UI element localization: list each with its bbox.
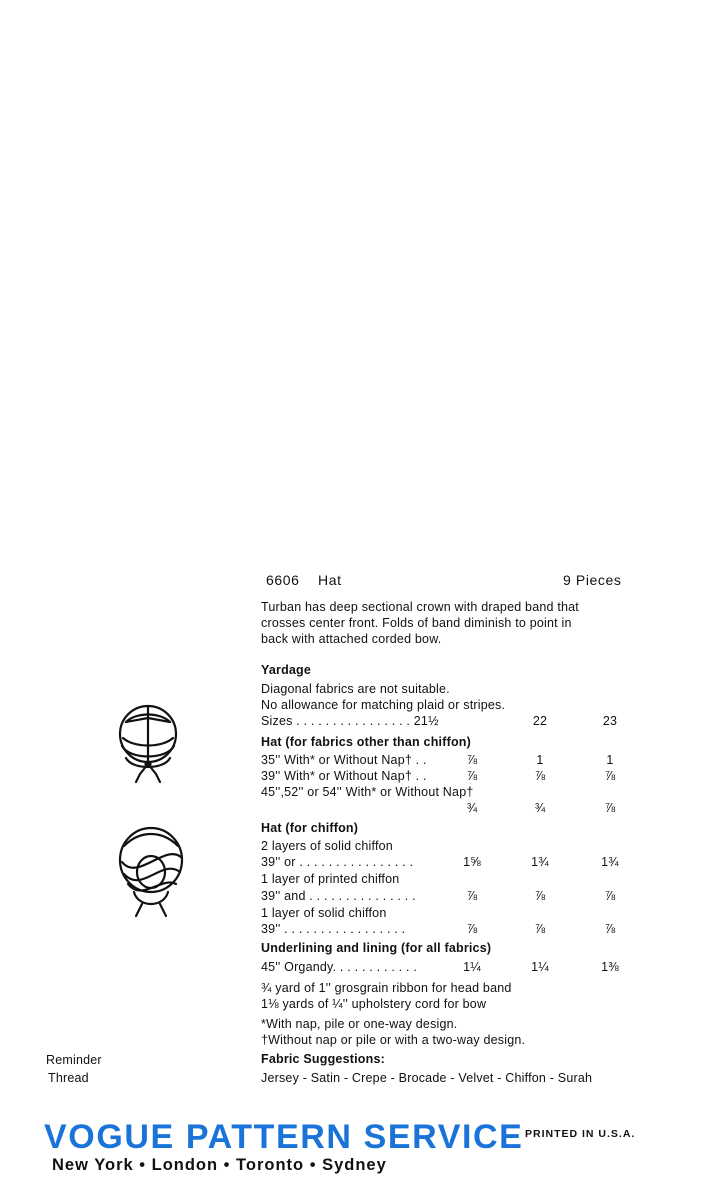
description-line: Turban has deep sectional crown with draped band that — [261, 600, 579, 614]
yardage-value: 1¼ — [531, 960, 549, 974]
yardage-value: ⅞ — [534, 769, 546, 783]
fabric-suggestions-heading: Fabric Suggestions: — [261, 1052, 385, 1066]
yardage-row-label: 45'',52'' or 54'' With* or Without Nap† — [261, 785, 474, 799]
yardage-heading: Yardage — [261, 663, 312, 677]
brand-cities: New York • London • Toronto • Sydney — [52, 1156, 387, 1174]
yardage-value: ⅞ — [534, 922, 546, 936]
reminder-item: Thread — [48, 1071, 89, 1085]
printed-in-usa: PRINTED IN U.S.A. — [525, 1128, 636, 1140]
yardage-value: 1¾ — [531, 855, 549, 869]
yardage-value: 1⅝ — [463, 855, 481, 869]
pieces-count: 9 Pieces — [563, 572, 622, 588]
yardage-value: ⅞ — [466, 753, 478, 767]
yardage-value: ⅞ — [604, 801, 616, 815]
yardage-row-label: 2 layers of solid chiffon — [261, 839, 393, 853]
notion-line: 1⅛ yards of ¼'' upholstery cord for bow — [261, 997, 487, 1011]
yardage-row-label: 39'' or . . . . . . . . . . . . . . . . — [261, 855, 414, 869]
yardage-value: 1¾ — [601, 855, 619, 869]
yardage-row-label: 39'' and . . . . . . . . . . . . . . . — [261, 889, 416, 903]
pattern-title: Hat — [318, 572, 342, 588]
section-heading: Hat (for chiffon) — [261, 821, 359, 835]
yardage-row-label: 1 layer of solid chiffon — [261, 906, 387, 920]
yardage-note: Diagonal fabrics are not suitable. — [261, 682, 450, 696]
fabric-suggestions-list: Jersey - Satin - Crepe - Brocade - Velvet - Chiffon - Surah — [261, 1071, 593, 1085]
yardage-row-label: 39'' . . . . . . . . . . . . . . . . . — [261, 922, 406, 936]
pattern-number: 6606 — [266, 572, 300, 588]
yardage-value: ⅞ — [604, 889, 616, 903]
description-line: back with attached corded bow. — [261, 632, 442, 646]
sizes-label: Sizes . . . . . . . . . . . . . . . . 21½ — [261, 714, 439, 728]
yardage-value: 1¼ — [463, 960, 481, 974]
description-line: crosses center front. Folds of band diminish to point in — [261, 616, 572, 630]
reminder-title: Reminder — [46, 1053, 102, 1067]
yardage-row-label: 1 layer of printed chiffon — [261, 872, 400, 886]
section-heading: Hat (for fabrics other than chiffon) — [261, 735, 471, 749]
brand-title: VOGUE PATTERN SERVICE — [44, 1118, 524, 1156]
yardage-row-label: 45'' Organdy. . . . . . . . . . . . — [261, 960, 418, 974]
yardage-value: ⅞ — [604, 922, 616, 936]
yardage-value: 1 — [606, 753, 614, 767]
yardage-value: ⅞ — [466, 769, 478, 783]
size-header: 23 — [602, 714, 618, 728]
yardage-value: ⅞ — [466, 889, 478, 903]
yardage-value: ⅞ — [466, 922, 478, 936]
footnote: †Without nap or pile or with a two-way design. — [261, 1033, 526, 1047]
turban-back-view-illustration — [112, 698, 184, 798]
yardage-row-label: 39'' With* or Without Nap† . . — [261, 769, 427, 783]
turban-front-view-illustration — [112, 822, 190, 924]
yardage-note: No allowance for matching plaid or stripes. — [261, 698, 506, 712]
yardage-value: ¾ — [534, 801, 546, 815]
yardage-value: 1 — [536, 753, 544, 767]
size-header: 22 — [532, 714, 548, 728]
yardage-value: 1⅜ — [601, 960, 619, 974]
yardage-value: ⅞ — [604, 769, 616, 783]
notion-line: ¾ yard of 1'' grosgrain ribbon for head band — [261, 981, 512, 995]
section-heading: Underlining and lining (for all fabrics) — [261, 941, 492, 955]
yardage-value: ¾ — [466, 801, 478, 815]
footnote: *With nap, pile or one-way design. — [261, 1017, 458, 1031]
yardage-row-label: 35'' With* or Without Nap† . . — [261, 753, 427, 767]
yardage-value: ⅞ — [534, 889, 546, 903]
